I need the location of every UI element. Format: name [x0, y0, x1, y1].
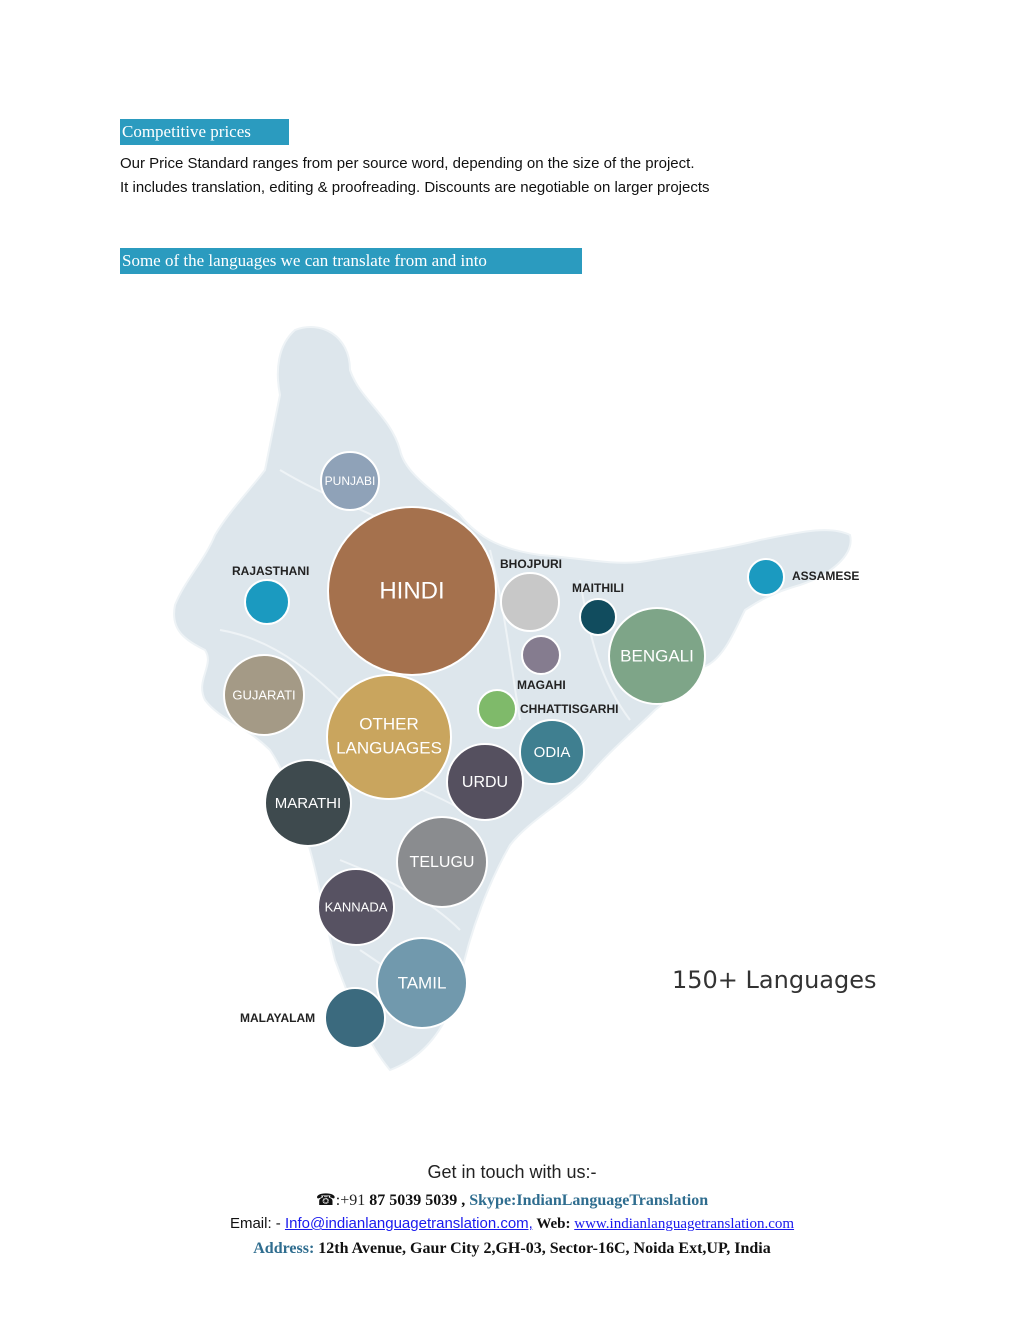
- contact-heading: Get in touch with us:-: [427, 1162, 597, 1182]
- label-other-languages-1: OTHER: [359, 714, 419, 734]
- label-urdu: URDU: [461, 774, 509, 792]
- label-punjabi: PUNJABI: [324, 474, 376, 489]
- website-link[interactable]: www.indianlanguagetranslation.com: [574, 1216, 795, 1232]
- phone-icon: ☎: [315, 1192, 336, 1209]
- web-label: Web:: [532, 1216, 575, 1232]
- phone-prefix: :+91: [335, 1192, 370, 1209]
- label-hindi: HINDI: [379, 577, 445, 605]
- price-standard-text: Our Price Standard ranges from per source word, depending on the size of the project.: [120, 155, 695, 172]
- label-telugu: TELUGU: [409, 854, 475, 872]
- bubble-malayalam: [325, 988, 385, 1048]
- label-maithili: MAITHILI: [572, 581, 624, 596]
- label-other-languages-2: LANGUAGES: [336, 738, 442, 758]
- bubble-chhattisgarhi: [478, 690, 516, 728]
- address-text: 12th Avenue, Gaur City 2,GH-03, Sector-16C, Noida Ext,UP, India: [314, 1240, 771, 1257]
- languages-heading: Some of the languages we can translate from and into: [120, 248, 582, 274]
- label-rajasthani: RAJASTHANI: [232, 564, 310, 579]
- contact-email-line: [0, 1215, 1024, 1233]
- email-link[interactable]: Info@indianlanguagetranslation.com,: [284, 1215, 533, 1232]
- email-label: Email: -: [229, 1215, 285, 1232]
- label-tamil: TAMIL: [397, 973, 447, 993]
- skype-id[interactable]: Skype:IndianLanguageTranslation: [469, 1192, 709, 1209]
- bubble-bhojpuri: [501, 573, 559, 631]
- label-kannada: KANNADA: [324, 899, 388, 915]
- bubble-maithili: [580, 599, 616, 635]
- label-odia: ODIA: [533, 743, 571, 761]
- india-language-map: [160, 300, 880, 1080]
- label-magahi: MAGAHI: [517, 678, 566, 693]
- bubble-assamese: [748, 559, 784, 595]
- label-malayalam: MALAYALAM: [240, 1011, 316, 1026]
- price-includes-text: It includes translation, editing & proofreading. Discounts are negotiable on larger projects: [120, 179, 710, 196]
- label-gujarati: GUJARATI: [232, 687, 296, 703]
- label-marathi: MARATHI: [274, 794, 342, 812]
- contact-address-line: [0, 1240, 1024, 1258]
- address-label: Address:: [253, 1240, 315, 1257]
- label-chhattisgarhi: CHHATTISGARHI: [520, 702, 619, 717]
- label-bhojpuri: BHOJPURI: [500, 557, 563, 572]
- phone-separator: ,: [457, 1192, 470, 1209]
- phone-number[interactable]: 87 5039 5039: [369, 1192, 458, 1209]
- languages-count-label: 150+ Languages: [672, 966, 877, 994]
- bubble-rajasthani: [245, 580, 289, 624]
- competitive-prices-heading: Competitive prices: [120, 119, 289, 145]
- label-bengali: BENGALI: [620, 646, 694, 666]
- label-assamese: ASSAMESE: [792, 569, 860, 584]
- contact-phone-line: [0, 1190, 1024, 1210]
- bubble-magahi: [522, 636, 560, 674]
